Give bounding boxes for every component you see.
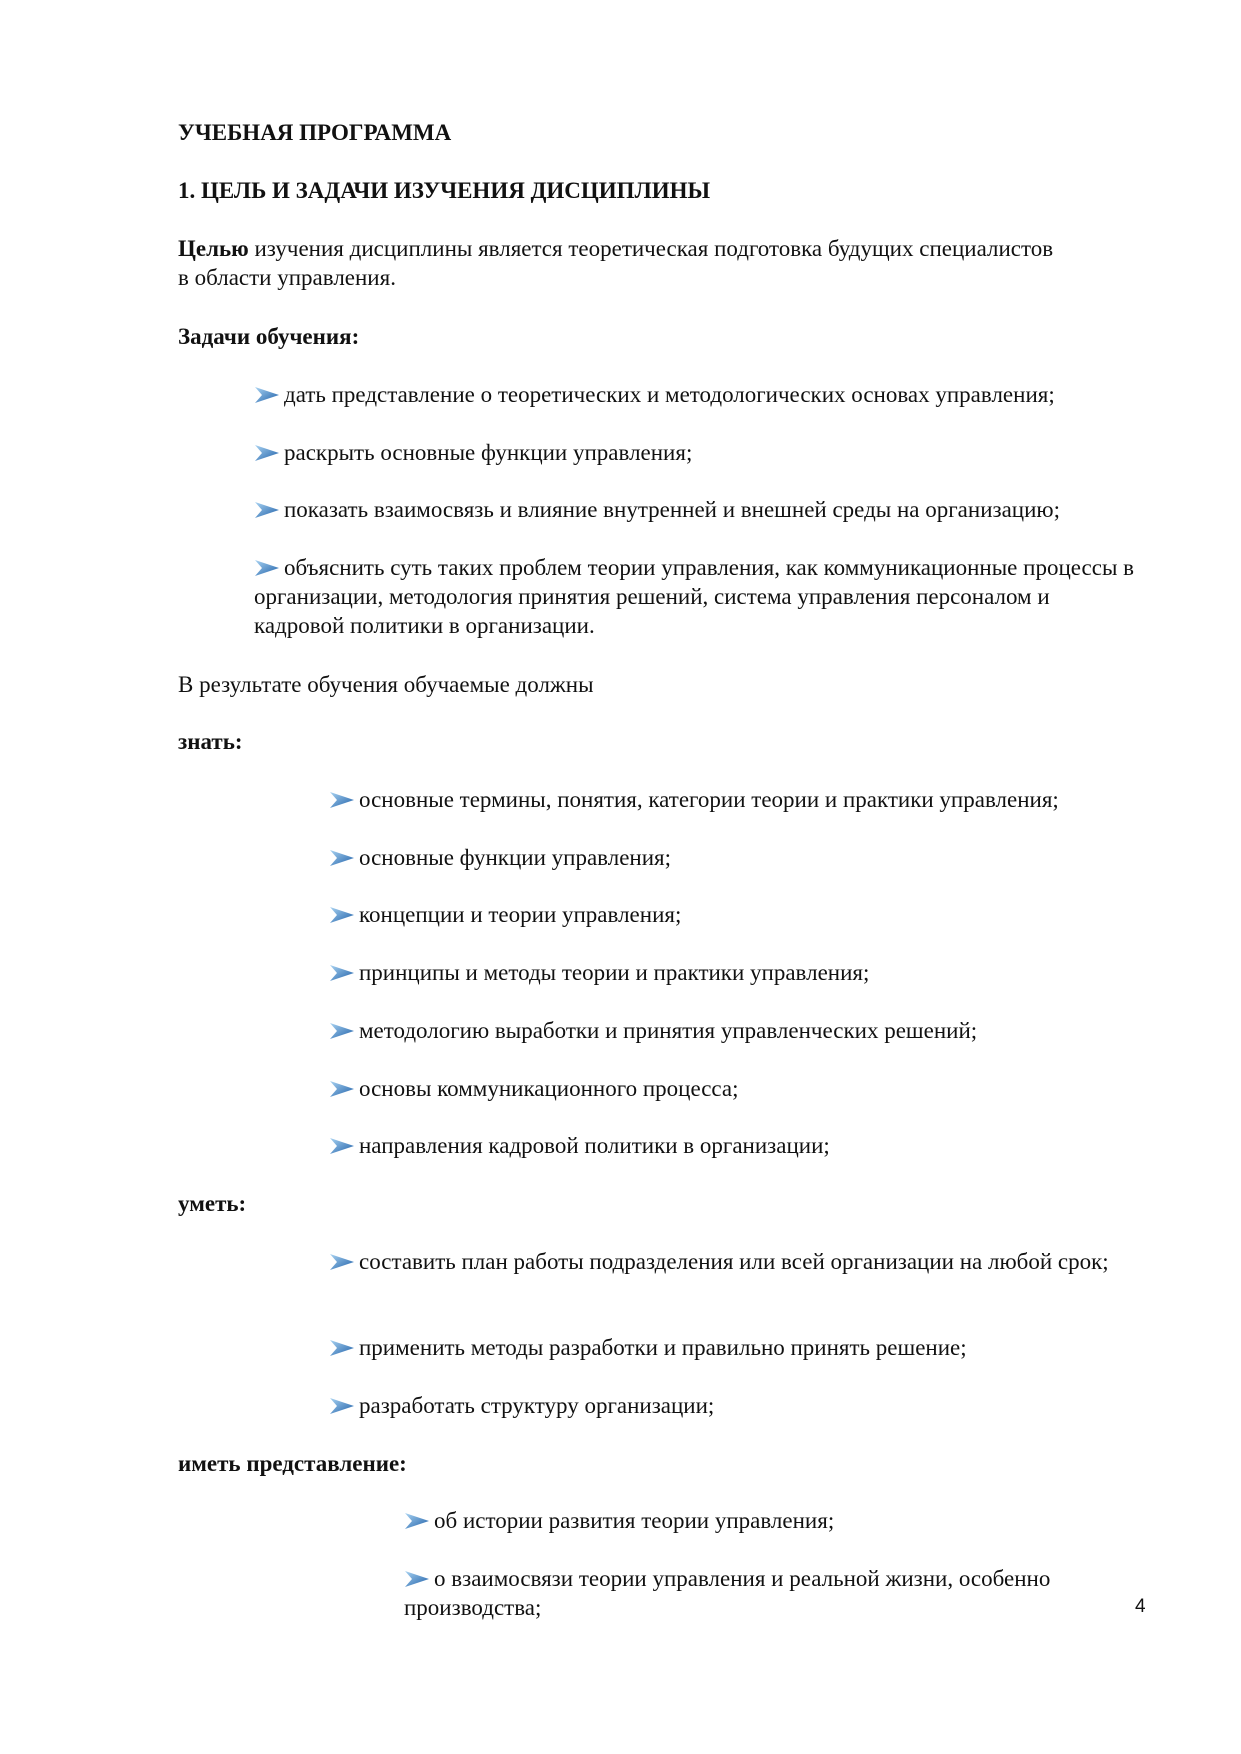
arrow-bullet-icon <box>329 849 355 867</box>
able-label: уметь: <box>178 1191 247 1216</box>
list-item: объяснить суть таких проблем теории управления, как коммуникационные процессы в организации, методология принятия решений, система управления персоналом и кадровой политики в организации. <box>254 555 1135 638</box>
list-item: показать взаимосвязь и влияние внутренней и внешней среды на организацию; <box>254 495 1060 524</box>
arrow-bullet-icon <box>329 1080 355 1098</box>
list-item: применить методы разработки и правильно принять решение; <box>329 1333 967 1362</box>
know-label: знать: <box>178 729 243 754</box>
section-title: 1. ЦЕЛЬ И ЗАДАЧИ ИЗУЧЕНИЯ ДИСЦИПЛИНЫ <box>178 178 711 203</box>
list-item: концепции и теории управления; <box>329 900 681 929</box>
list-item: разработать структуру организации; <box>329 1391 714 1420</box>
goal-text: изучения дисциплины является теоретическая подготовка будущих специалистов <box>248 236 1054 261</box>
arrow-bullet-icon <box>254 559 280 577</box>
goal-bold-word: Целью <box>178 236 249 261</box>
tasks-label: Задачи обучения: <box>178 324 360 349</box>
list-item: основные термины, понятия, категории теории и практики управления; <box>329 785 1059 814</box>
page-number: 4 <box>1135 1596 1146 1617</box>
list-item: основные функции управления; <box>329 843 671 872</box>
arrow-bullet-icon <box>329 1253 355 1271</box>
goal-paragraph-line2: в области управления. <box>178 265 396 290</box>
arrow-bullet-icon <box>329 791 355 809</box>
arrow-bullet-icon <box>254 444 280 462</box>
list-item: направления кадровой политики в организации; <box>329 1131 830 1160</box>
list-item: об истории развития теории управления; <box>404 1506 834 1535</box>
arrow-bullet-icon <box>254 386 280 404</box>
list-item: принципы и методы теории и практики управления; <box>329 958 869 987</box>
arrow-bullet-icon <box>329 964 355 982</box>
result-intro: В результате обучения обучаемые должны <box>178 672 594 697</box>
arrow-bullet-icon <box>254 501 280 519</box>
list-item: о взаимосвязи теории управления и реальной жизни, особенно производства; <box>404 1566 1051 1620</box>
arrow-bullet-icon <box>329 1339 355 1357</box>
arrow-bullet-icon <box>329 1397 355 1415</box>
arrow-bullet-icon <box>404 1512 430 1530</box>
goal-paragraph-line1 <box>178 234 1053 263</box>
list-item: дать представление о теоретических и методологических основах управления; <box>254 380 1055 409</box>
arrow-bullet-icon <box>404 1570 430 1588</box>
arrow-bullet-icon <box>329 1022 355 1040</box>
idea-label: иметь представление: <box>178 1451 407 1476</box>
list-item: составить план работы подразделения или всей организации на любой срок; <box>329 1247 1134 1276</box>
list-item: методологию выработки и принятия управленческих решений; <box>329 1016 977 1045</box>
list-item: раскрыть основные функции управления; <box>254 438 692 467</box>
arrow-bullet-icon <box>329 906 355 924</box>
document-heading: УЧЕБНАЯ ПРОГРАММА <box>178 120 452 145</box>
arrow-bullet-icon <box>329 1137 355 1155</box>
list-item: основы коммуникационного процесса; <box>329 1074 739 1103</box>
